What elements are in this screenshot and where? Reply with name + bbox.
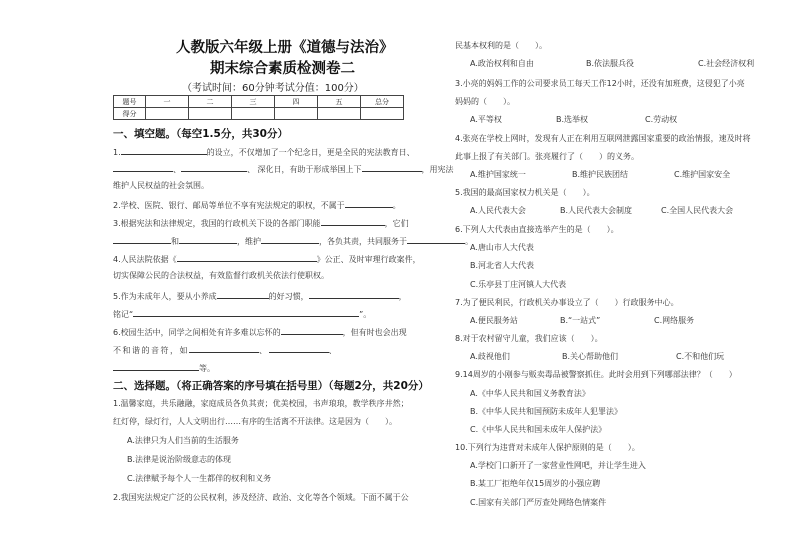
choice-question-2-line2: 民基本权利的是（ ）。 xyxy=(455,41,547,50)
score-row-label: 得分 xyxy=(114,108,146,120)
answer-blank[interactable] xyxy=(177,253,317,262)
q-text: 、 xyxy=(328,346,338,355)
score-input-cell[interactable] xyxy=(275,108,318,120)
choice-question-1: 1.温馨家庭，共乐融融，家庭成员各负其责；优美校园，书声琅琅，教学秩序井然； xyxy=(113,399,409,408)
fill-question-6-line3 xyxy=(113,362,215,374)
choice-option[interactable]: C.全国人民代表大会 xyxy=(661,206,734,215)
q-text: ”。 xyxy=(359,310,372,319)
score-header-cell: 一 xyxy=(146,96,189,108)
answer-blank[interactable] xyxy=(113,163,173,172)
choice-option[interactable]: B.人民代表大会制度 xyxy=(560,206,633,215)
choice-option[interactable]: A.《中华人民共和国义务教育法》 xyxy=(470,389,590,398)
choice-option[interactable]: B.维护民族团结 xyxy=(572,170,629,179)
choice-option[interactable]: C.维护国家安全 xyxy=(674,170,731,179)
answer-blank[interactable] xyxy=(189,344,259,353)
score-table-score-row xyxy=(114,108,404,120)
paper-title: 人教版六年级上册《道德与法治》 xyxy=(176,39,394,56)
choice-question-5: 5.我国的最高国家权力机关是（ ）。 xyxy=(455,188,595,197)
fill-question-1-line2 xyxy=(113,163,454,175)
answer-blank[interactable] xyxy=(113,362,199,371)
paper-subtitle: 期末综合素质检测卷二 xyxy=(210,60,355,77)
choice-option[interactable]: B.河北省人大代表 xyxy=(470,261,535,270)
choice-question-9: 9.14周岁的小刚参与贩卖毒品被警察抓住。此时会用到下列哪部法律？（ ） xyxy=(455,370,737,379)
q-text: 。 xyxy=(392,201,401,210)
choice-question-4-line2: 此事上报了有关部门。张亮履行了（ ）的义务。 xyxy=(455,152,639,161)
q-text: ，它们 xyxy=(384,219,409,228)
choice-option[interactable]: C.《中华人民共和国未成年人保护法》 xyxy=(470,425,607,434)
choice-option[interactable]: A.维护国家统一 xyxy=(470,170,526,179)
choice-option[interactable]: B.依法服兵役 xyxy=(586,59,635,68)
q-text: 1. xyxy=(113,148,121,157)
choice-option[interactable]: A.平等权 xyxy=(470,115,502,124)
q-text: 等。 xyxy=(199,364,215,373)
q-text: 、 深化日，有助于形成举国上下 xyxy=(247,165,362,174)
section2-heading: 二、选择题。（将正确答案的序号填在括号里）（每题2分，共20分） xyxy=(113,380,429,392)
choice-option[interactable]: A.人民代表大会 xyxy=(470,206,526,215)
choice-option[interactable]: B.法律是说治阶级意志的体现 xyxy=(127,455,232,464)
score-header-cell: 三 xyxy=(232,96,275,108)
score-header-cell: 二 xyxy=(189,96,232,108)
q-text: ， xyxy=(398,292,407,301)
choice-question-1-line2: 红灯停，绿灯行，人人文明出行……有序的生活离不开法律。这是因为（ ）。 xyxy=(113,417,397,426)
q-text: ，但有时也会出现 xyxy=(342,328,407,337)
choice-option[interactable]: A.法律只为人们当前的生活服务 xyxy=(127,436,239,445)
choice-question-4: 4.张亮在学校上网时，发现有人正在利用互联网泄露国家重要的政治情报，速及时将 xyxy=(455,134,751,143)
q-text: 》公正、及时审理行政案件， xyxy=(316,255,421,264)
answer-blank[interactable] xyxy=(321,217,385,226)
q-text: 2.学校、医院、银行、邮局等单位不享有宪法规定的职权，不属于 xyxy=(113,201,345,210)
choice-option[interactable]: A.政治权利和自由 xyxy=(470,59,534,68)
fill-question-6-line2 xyxy=(113,344,338,356)
answer-blank[interactable] xyxy=(121,146,207,155)
fill-question-1 xyxy=(113,146,415,158)
score-input-cell[interactable] xyxy=(189,108,232,120)
q-text: 和 xyxy=(171,237,179,246)
fill-question-3 xyxy=(113,217,409,229)
choice-option[interactable]: C.不和他们玩 xyxy=(676,352,725,361)
choice-question-8: 8.对于农村留守儿童，我们应该（ ）。 xyxy=(455,334,603,343)
fill-question-5 xyxy=(113,290,407,302)
choice-option[interactable]: C.法律赋予每个人一生都伴的权利和义务 xyxy=(127,474,272,483)
q-text: 的好习惯， xyxy=(268,292,309,301)
q-text: 3.根据宪法和法律规定，我国的行政机关下设的各部门职能 xyxy=(113,219,321,228)
choice-option[interactable]: B.选举权 xyxy=(556,115,589,124)
choice-option[interactable]: B.“一站式” xyxy=(560,316,601,325)
q-text: ，用宪法 xyxy=(421,165,454,174)
score-header-cell: 题号 xyxy=(114,96,146,108)
q-text: 6.校园生活中，同学之间相处有许多难以忘怀的 xyxy=(113,328,281,337)
choice-option[interactable]: B.关心帮助他们 xyxy=(562,352,619,361)
score-table-header-row xyxy=(114,96,404,108)
score-input-cell[interactable] xyxy=(318,108,361,120)
q-text: ，维护 xyxy=(237,237,261,246)
fill-question-4-line2: 切实保障公民的合法权益，有效监督行政机关依法行使职权。 xyxy=(113,271,329,280)
score-input-cell[interactable] xyxy=(232,108,275,120)
choice-option[interactable]: C.国家有关部门严厉查处网络色情案件 xyxy=(470,498,607,507)
score-input-cell[interactable] xyxy=(146,108,189,120)
choice-option[interactable]: A.歧视他们 xyxy=(470,352,510,361)
q-text: 铭记“ xyxy=(113,310,134,319)
answer-blank[interactable] xyxy=(113,235,171,244)
answer-blank[interactable] xyxy=(261,235,319,244)
choice-question-3: 3.小亮的妈妈工作的公司要求员工每天工作12小时，还没有加班费，这侵犯了小亮 xyxy=(455,79,745,88)
q-text: 4.人民法院依据《 xyxy=(113,255,177,264)
answer-blank[interactable] xyxy=(217,290,269,299)
q-text: 的设立，不仅增加了一个纪念日，更是全民的宪法教育日、 xyxy=(206,148,415,157)
choice-option[interactable]: A.唐山市人大代表 xyxy=(470,243,534,252)
fill-question-2 xyxy=(113,199,401,211)
choice-option[interactable]: A.便民服务站 xyxy=(470,316,518,325)
choice-question-7: 7.为了便民利民，行政机关办事设立了（ ）行政服务中心。 xyxy=(455,298,679,307)
answer-blank[interactable] xyxy=(281,326,343,335)
score-header-cell: 总分 xyxy=(361,96,404,108)
choice-option[interactable]: C.网络服务 xyxy=(654,316,695,325)
choice-option[interactable]: A.学校门口新开了一家营业性网吧，并让学生进入 xyxy=(470,461,646,470)
q-text: 5.作为未成年人，要从小养成 xyxy=(113,292,217,301)
choice-option[interactable]: B.《中华人民共和国预防未成年人犯罪法》 xyxy=(470,407,623,416)
fill-question-6 xyxy=(113,326,407,338)
choice-option[interactable]: C.社会经济权利 xyxy=(698,59,755,68)
q-text: 不和谐的音符，如 xyxy=(113,346,189,355)
fill-question-4 xyxy=(113,253,421,265)
answer-blank[interactable] xyxy=(309,290,399,299)
answer-blank[interactable] xyxy=(133,308,359,317)
choice-question-2: 2.我国宪法规定广泛的公民权利，涉及经济、政治、文化等各个领域。下面不属于公 xyxy=(113,493,409,502)
choice-option[interactable]: B.某工厂拒绝年仅15周岁的小强应聘 xyxy=(470,479,601,488)
score-input-cell[interactable] xyxy=(361,108,404,120)
answer-blank[interactable] xyxy=(345,199,393,208)
exam-info: （考试时间：60分钟考试分值：100分） xyxy=(182,83,364,94)
q-text: 。 xyxy=(465,237,473,246)
fill-question-3-line2 xyxy=(113,235,473,247)
answer-blank[interactable] xyxy=(179,235,237,244)
q-text: 、 xyxy=(259,346,269,355)
score-header-cell: 四 xyxy=(275,96,318,108)
choice-question-10: 10.下列行为违背对未成年人保护原则的是（ ）。 xyxy=(455,443,640,452)
choice-option[interactable]: C.劳动权 xyxy=(645,115,678,124)
choice-question-6: 6.下列人大代表由直接选举产生的是（ ）。 xyxy=(455,225,619,234)
score-header-cell: 五 xyxy=(318,96,361,108)
answer-blank[interactable] xyxy=(269,344,329,353)
score-table xyxy=(113,95,404,120)
q-text: ，各负其责，共同服务于 xyxy=(319,237,407,246)
choice-question-3-line2: 妈妈的（ ）。 xyxy=(455,97,515,106)
fill-question-5-line2 xyxy=(113,308,371,320)
answer-blank[interactable] xyxy=(181,163,247,172)
q-text: 、 xyxy=(173,165,181,174)
section1-heading: 一、填空题。（每空1.5分，共30分） xyxy=(113,128,288,140)
answer-blank[interactable] xyxy=(362,163,422,172)
choice-option[interactable]: C.乐亭县丁庄河镇人大代表 xyxy=(470,280,567,289)
answer-blank[interactable] xyxy=(407,235,465,244)
fill-question-1-line3: 维护人民权益的社会氛围。 xyxy=(113,181,209,190)
